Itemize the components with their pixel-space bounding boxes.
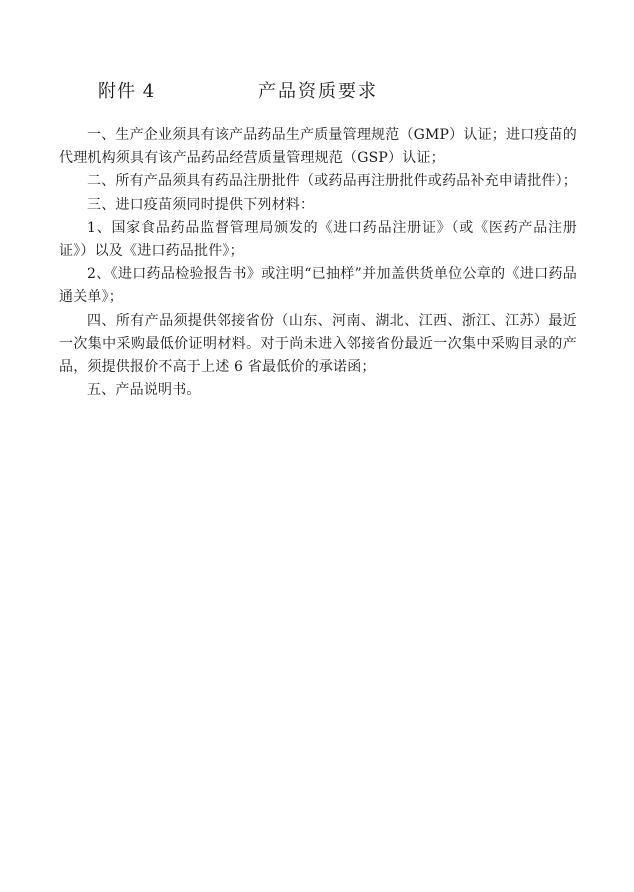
attachment-label: 附件 4 [98, 81, 156, 102]
document-body [59, 124, 577, 402]
heading-row [0, 80, 634, 104]
requirement-lowest-price: 四、所有产品须提供邻接省份（山东、河南、湖北、江西、浙江、江苏）最近一次集中采购最低价证明材料。对于尚未进入邻接省份最近一次集中采购目录的产品，须提供报价不高于上述 6 省最低价的承诺函； [59, 312, 577, 376]
requirement-registration: 二、所有产品须具有药品注册批件（或药品再注册批件或药品补充申请批件）； [87, 173, 577, 190]
document-title: 产品资质要求 [258, 81, 378, 102]
requirement-imported-vaccine: 三、进口疫苗须同时提供下列材料： [87, 196, 315, 213]
imported-vaccine-item-1: 1、国家食品药品监督管理局颁发的《进口药品注册证》（或《医药产品注册证》）以及《进口药品批件》； [59, 219, 577, 260]
requirement-manual: 五、产品说明书。 [87, 382, 201, 399]
imported-vaccine-item-2: 2、《进口药品检验报告书》或注明“已抽样”并加盖供货单位公章的《进口药品通关单》； [59, 266, 577, 306]
requirement-gmp-gsp: 一、生产企业须具有该产品药品生产质量管理规范（GMP）认证；进口疫苗的代理机构须具有该产品药品经营质量管理规范（GSP）认证； [59, 127, 577, 167]
